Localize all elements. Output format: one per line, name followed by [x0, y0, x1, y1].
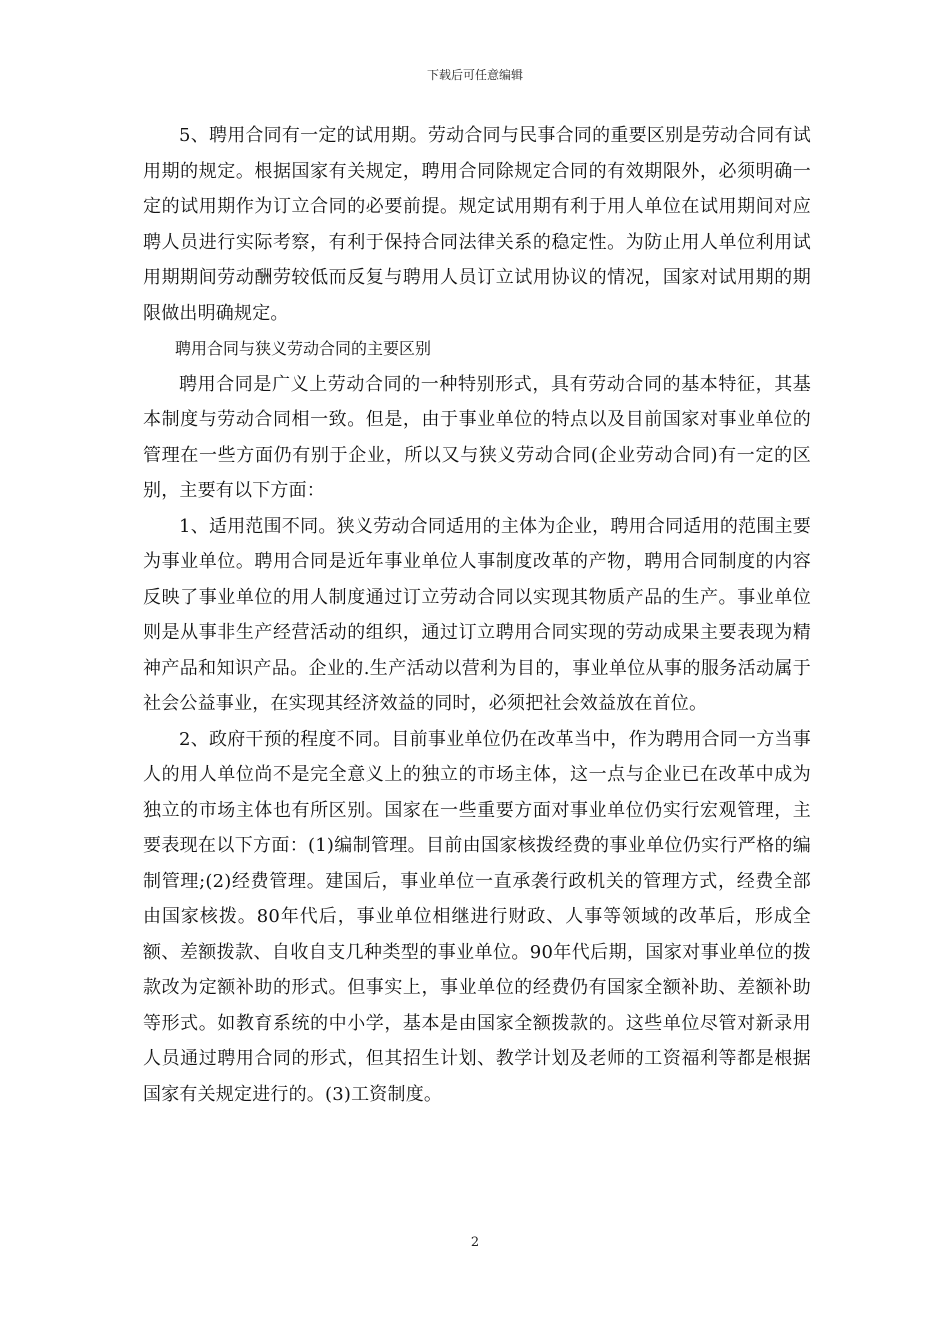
- paragraph-scope-difference: 1、适用范围不同。狭义劳动合同适用的主体为企业，聘用合同适用的范围主要为事业单位。聘用合同是近年事业单位人事制度改革的产物，聘用合同制度的内容反映了事业单位的用人制度通过订立劳动合同以实现其物质产品的生产。事业单位则是从事非生产经营活动的组织，通过订立聘用合同实现的劳动成果主要表现为精神产品和知识产品。企业的.生产活动以营利为目的，事业单位从事的服务活动属于社会公益事业，在实现其经济效益的同时，必须把社会效益放在首位。: [143, 515, 811, 714]
- paragraph-government-intervention: 2、政府干预的程度不同。目前事业单位仍在改革当中，作为聘用合同一方当事人的用人单位尚不是完全意义上的独立的市场主体，这一点与企业已在改革中成为独立的市场主体也有所区别。国家在一些重要方面对事业单位仍实行宏观管理，主要表现在以下方面：(1)编制管理。目前由国家核拨经费的事业单位仍实行严格的编制管理;(2)经费管理。建国后，事业单位一直承袭行政机关的管理方式，经费全部由国家核拨。80年代后，事业单位相继进行财政、人事等领域的改革后，形成全额、差额拨款、自收自支几种类型的事业单位。90年代后期，国家对事业单位的拨款改为定额补助的形式。但事实上，事业单位的经费仍有国家全额补助、差额补助等形式。如教育系统的中小学，基本是由国家全额拨款的。这些单位尽管对新录用人员通过聘用合同的形式，但其招生计划、教学计划及老师的工资福利等都是根据国家有关规定进行的。(3)工资制度。: [143, 728, 811, 1105]
- page-number: 2: [470, 1235, 480, 1250]
- page-header: 下载后可任意编辑: [426, 68, 523, 82]
- paragraph-intro-differences: 聘用合同是广义上劳动合同的一种特别形式，具有劳动合同的基本特征，其基本制度与劳动合同相一致。但是，由于事业单位的特点以及目前国家对事业单位的管理在一些方面仍有别于企业，所以又与狭义劳动合同(企业劳动合同)有一定的区别，主要有以下方面：: [143, 373, 811, 501]
- paragraph-probation-period: 5、聘用合同有一定的试用期。劳动合同与民事合同的重要区别是劳动合同有试用期的规定。根据国家有关规定，聘用合同除规定合同的有效期限外，必须明确一定的试用期作为订立合同的必要前提。规定试用期有利于用人单位在试用期间对应聘人员进行实际考察，有利于保持合同法律关系的稳定性。为防止用人单位利用试用期期间劳动酬劳较低而反复与聘用人员订立试用协议的情况，国家对试用期的期限做出明确规定。: [143, 125, 811, 324]
- section-heading: 聘用合同与狭义劳动合同的主要区别: [175, 339, 432, 358]
- document-body: [143, 118, 811, 1112]
